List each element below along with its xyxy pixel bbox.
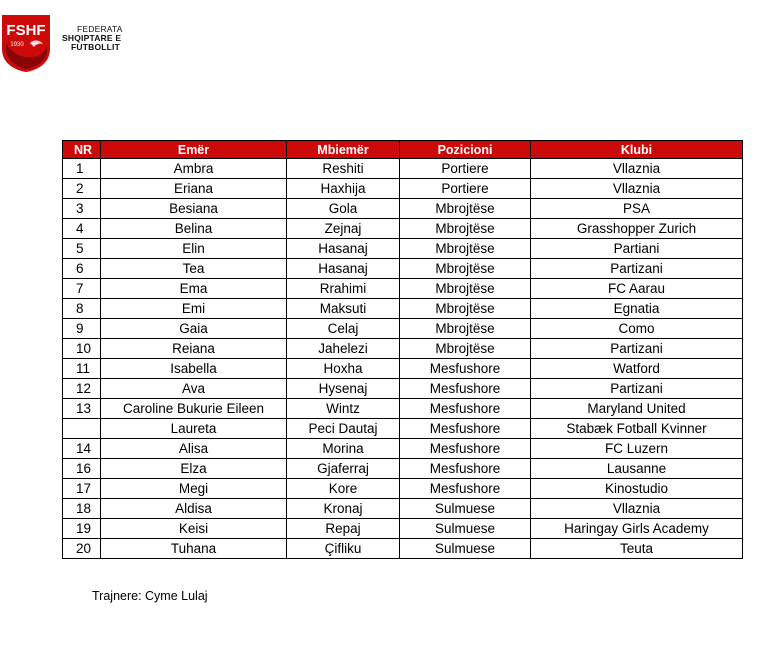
- fshf-crest-icon: [0, 13, 52, 73]
- cell-nr: 19: [63, 519, 101, 539]
- cell-emer: Elza: [101, 459, 287, 479]
- logo-text: FSHF: [6, 22, 46, 39]
- table-row: [63, 199, 743, 219]
- org-line-3: FUTBOLLIT: [71, 42, 121, 52]
- cell-mbiemer: Peci Dautaj: [287, 419, 400, 439]
- cell-nr: 9: [63, 319, 101, 339]
- cell-klubi: Vllaznia: [531, 179, 743, 199]
- cell-nr: 7: [63, 279, 101, 299]
- cell-nr: 11: [63, 359, 101, 379]
- table-row: [63, 279, 743, 299]
- cell-mbiemer: Wintz: [287, 399, 400, 419]
- table-row: [63, 259, 743, 279]
- cell-pozicioni: Mbrojtëse: [400, 219, 531, 239]
- header-emer: Emër: [101, 141, 287, 159]
- cell-nr: 6: [63, 259, 101, 279]
- table-row: [63, 459, 743, 479]
- cell-pozicioni: Sulmuese: [400, 499, 531, 519]
- cell-mbiemer: Celaj: [287, 319, 400, 339]
- cell-klubi: Grasshopper Zurich: [531, 219, 743, 239]
- cell-mbiemer: Rrahimi: [287, 279, 400, 299]
- cell-nr: 18: [63, 499, 101, 519]
- cell-emer: Emi: [101, 299, 287, 319]
- cell-klubi: Vllaznia: [531, 499, 743, 519]
- cell-mbiemer: Jahelezi: [287, 339, 400, 359]
- org-line-2: SHQIPTARE E: [62, 33, 122, 43]
- cell-emer: Reiana: [101, 339, 287, 359]
- cell-nr: 17: [63, 479, 101, 499]
- table-row: [63, 219, 743, 239]
- cell-klubi: PSA: [531, 199, 743, 219]
- cell-nr: 1: [63, 159, 101, 179]
- cell-pozicioni: Mbrojtëse: [400, 279, 531, 299]
- coach-line: Trajnere: Cyme Lulaj: [92, 589, 208, 603]
- cell-nr: 3: [63, 199, 101, 219]
- table-row: [63, 319, 743, 339]
- cell-pozicioni: Mesfushore: [400, 419, 531, 439]
- cell-klubi: Partizani: [531, 259, 743, 279]
- cell-mbiemer: Kronaj: [287, 499, 400, 519]
- table-row: [63, 379, 743, 399]
- cell-emer: Megi: [101, 479, 287, 499]
- cell-pozicioni: Mesfushore: [400, 359, 531, 379]
- cell-mbiemer: Hysenaj: [287, 379, 400, 399]
- table-row: [63, 539, 743, 559]
- cell-mbiemer: Zejnaj: [287, 219, 400, 239]
- cell-mbiemer: Maksuti: [287, 299, 400, 319]
- cell-klubi: FC Luzern: [531, 439, 743, 459]
- table-header-row: [63, 141, 743, 159]
- cell-pozicioni: Mbrojtëse: [400, 339, 531, 359]
- cell-emer: Tuhana: [101, 539, 287, 559]
- header-pozicioni: Pozicioni: [400, 141, 531, 159]
- cell-mbiemer: Haxhija: [287, 179, 400, 199]
- table-row: [63, 419, 743, 439]
- cell-pozicioni: Mesfushore: [400, 379, 531, 399]
- squad-table: [62, 140, 743, 559]
- cell-emer: Eriana: [101, 179, 287, 199]
- cell-nr: 14: [63, 439, 101, 459]
- cell-emer: Gaia: [101, 319, 287, 339]
- cell-klubi: Egnatia: [531, 299, 743, 319]
- cell-emer: Alisa: [101, 439, 287, 459]
- cell-pozicioni: Mesfushore: [400, 399, 531, 419]
- cell-mbiemer: Çifliku: [287, 539, 400, 559]
- fshf-logo: [0, 13, 52, 73]
- cell-emer: Besiana: [101, 199, 287, 219]
- cell-pozicioni: Mesfushore: [400, 479, 531, 499]
- cell-mbiemer: Reshiti: [287, 159, 400, 179]
- header-nr: NR: [63, 141, 101, 159]
- cell-nr: 2: [63, 179, 101, 199]
- cell-klubi: Vllaznia: [531, 159, 743, 179]
- table-row: [63, 479, 743, 499]
- cell-mbiemer: Repaj: [287, 519, 400, 539]
- cell-pozicioni: Mbrojtëse: [400, 319, 531, 339]
- cell-pozicioni: Sulmuese: [400, 519, 531, 539]
- cell-emer: Isabella: [101, 359, 287, 379]
- table-row: [63, 359, 743, 379]
- cell-emer: Belina: [101, 219, 287, 239]
- header-klubi: Klubi: [531, 141, 743, 159]
- cell-mbiemer: Morina: [287, 439, 400, 459]
- cell-emer: Tea: [101, 259, 287, 279]
- org-name: [62, 25, 123, 52]
- cell-emer: Ambra: [101, 159, 287, 179]
- cell-pozicioni: Mesfushore: [400, 439, 531, 459]
- cell-pozicioni: Portiere: [400, 159, 531, 179]
- cell-klubi: Partizani: [531, 379, 743, 399]
- table-row: [63, 339, 743, 359]
- logo-year: 1930: [10, 42, 24, 48]
- cell-pozicioni: Mbrojtëse: [400, 299, 531, 319]
- cell-nr: 16: [63, 459, 101, 479]
- table-row: [63, 239, 743, 259]
- cell-pozicioni: Mbrojtëse: [400, 199, 531, 219]
- cell-nr: 10: [63, 339, 101, 359]
- cell-emer: Ava: [101, 379, 287, 399]
- cell-mbiemer: Gjaferraj: [287, 459, 400, 479]
- cell-nr: 12: [63, 379, 101, 399]
- cell-klubi: Kinostudio: [531, 479, 743, 499]
- cell-klubi: Como: [531, 319, 743, 339]
- cell-mbiemer: Hasanaj: [287, 259, 400, 279]
- cell-pozicioni: Mesfushore: [400, 459, 531, 479]
- cell-klubi: FC Aarau: [531, 279, 743, 299]
- table-row: [63, 499, 743, 519]
- table-row: [63, 519, 743, 539]
- cell-nr: 4: [63, 219, 101, 239]
- cell-klubi: Lausanne: [531, 459, 743, 479]
- cell-emer: Caroline Bukurie Eileen: [101, 399, 287, 419]
- cell-nr: 5: [63, 239, 101, 259]
- cell-mbiemer: Hoxha: [287, 359, 400, 379]
- cell-nr: 13: [63, 399, 101, 419]
- cell-pozicioni: Mbrojtëse: [400, 259, 531, 279]
- header-mbiemer: Mbiemër: [287, 141, 400, 159]
- cell-emer: Elin: [101, 239, 287, 259]
- cell-klubi: Partizani: [531, 339, 743, 359]
- cell-klubi: Watford: [531, 359, 743, 379]
- cell-pozicioni: Mbrojtëse: [400, 239, 531, 259]
- cell-emer: Laureta: [101, 419, 287, 439]
- cell-emer: Keisi: [101, 519, 287, 539]
- cell-nr: 20: [63, 539, 101, 559]
- table-row: [63, 159, 743, 179]
- cell-klubi: Stabæk Fotball Kvinner: [531, 419, 743, 439]
- table-row: [63, 399, 743, 419]
- table-row: [63, 439, 743, 459]
- cell-pozicioni: Portiere: [400, 179, 531, 199]
- cell-klubi: Haringay Girls Academy: [531, 519, 743, 539]
- cell-mbiemer: Gola: [287, 199, 400, 219]
- cell-emer: Aldisa: [101, 499, 287, 519]
- table-row: [63, 299, 743, 319]
- table-row: [63, 179, 743, 199]
- cell-emer: Ema: [101, 279, 287, 299]
- cell-klubi: Partiani: [531, 239, 743, 259]
- cell-nr: 8: [63, 299, 101, 319]
- cell-mbiemer: Kore: [287, 479, 400, 499]
- org-line-1: FEDERATA: [77, 24, 123, 34]
- cell-klubi: Maryland United: [531, 399, 743, 419]
- cell-nr: [63, 419, 101, 439]
- cell-klubi: Teuta: [531, 539, 743, 559]
- cell-pozicioni: Sulmuese: [400, 539, 531, 559]
- cell-mbiemer: Hasanaj: [287, 239, 400, 259]
